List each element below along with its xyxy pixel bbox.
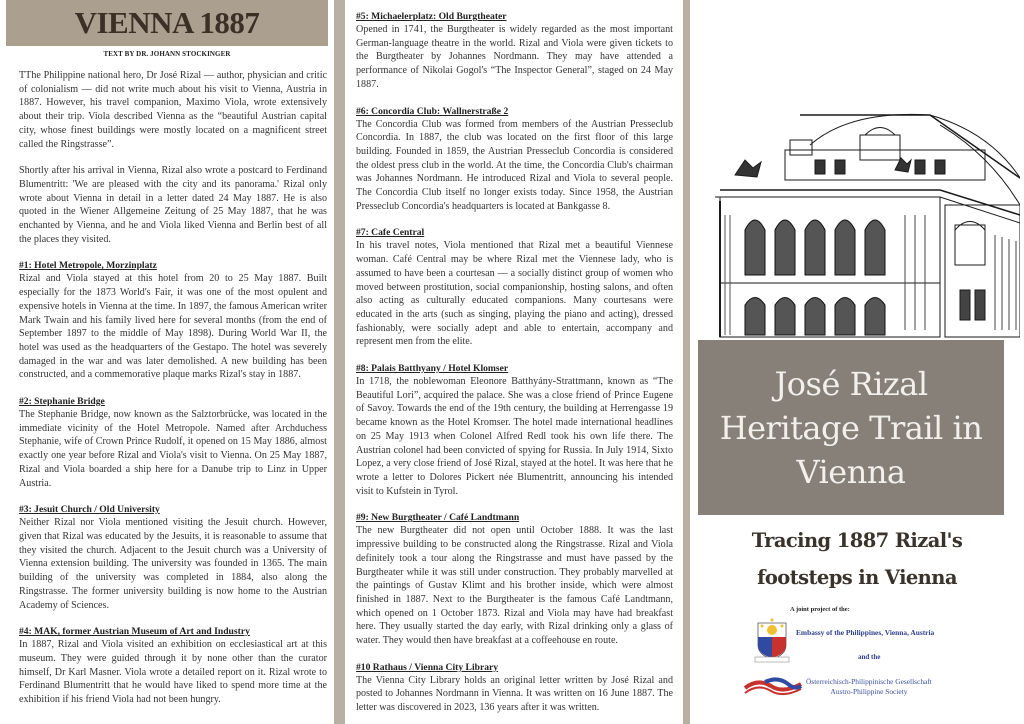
society-name-english: Austro-Philippine Society: [830, 687, 908, 696]
section-title: #3: Jesuit Church / Old University: [19, 504, 160, 516]
section-body: The Stephanie Bridge, now known as the Salztorbrücke, was located in the immediate vicinity of the Hotel Metropole. Named after Archduchess Stephanie, wife of Crown Prince Rudolf, it opened on 15 May 1886, almost exactly one year before Rizal and Viola's visit to Vienna. On 25 May 1887, Rizal and Viola boarded a ship here for a Danube trip to Linz in Upper Austria.: [19, 409, 327, 489]
section-body: In 1718, the noblewoman Eleonore Batthyány-Strattmann, known as “The Beautiful Lori”, acquired the palace. She was a close friend of Prince Eugene of Savoy. Towards the end of the 19th century, the building at Herrengasse 19 became known as the Hotel Kromser. The hotel made international headlines on 25 May 1913 when Colonel Alfred Redl took his own life there. The Austrian colonel had been convicted of spying for Russia. In July 1914, Sixto Lopez, a very close friend of José Rizal, stayed at the hotel. It was here that he wrote a letter to Dolores Pickert née Blumentritt, announcing his intended visit to Kufstein in Tyrol.: [356, 376, 673, 497]
joint-project-label: A joint project of the:: [790, 606, 850, 613]
middle-column: [345, 0, 683, 724]
section-body: In 1887, Rizal and Viola visited an exhibition on ecclesiastical art at this museum. They were guided through it by none other than the curator himself, Dr Karl Masner. Viola wrote a detailed report on it. Rizal wrote to Ferdinand Blumentritt that he would have liked to spend more time at the exhibition if his friend Viola had not been hungry.: [19, 639, 327, 706]
opera-house-illustration: [700, 105, 1020, 340]
section-body: The Vienna City Library holds an original letter written by José Rizal and posted to Johannes Nordmann in Vienna. It was written on 16 June 1887. The letter was discovered in 2023, 136 years after it was written.: [356, 674, 673, 714]
subtitle-line: footsteps in Vienna: [757, 566, 957, 589]
section-title: #8: Palais Batthyany / Hotel Klomser: [356, 363, 509, 375]
section-title: #4: MAK, former Austrian Museum of Art and Industry: [19, 626, 250, 638]
cover-subtitle: [690, 522, 1024, 596]
left-body: [19, 69, 327, 720]
intro-paragraph: Shortly after his arrival in Vienna, Rizal also wrote a postcard to Ferdinand Blumentritt: 'We are pleased with the city and its panorama.' Rizal only wrote about Vienna in detail in a letter dated 24 May 1887. He is also quoted in the Wiener Allgemeine Zeitung of 25 May 1887, that he was enchanted by Vienna, and he and Viola liked Vienna and Berlin best of all the places they visited.: [19, 165, 327, 245]
section-body: The Concordia Club was formed from members of the Austrian Presseclub Concordia. In 1887, the club was located on the first floor of this large building. Founded in 1859, the Austrian Presseclub Concordia is considered the oldest press club in the world. At the time, the Concordia Club's chairman was Johannes Nordmann. He introduced Rizal and Viola to several people. The Concordia Club itself no longer exists today. Since 1958, the Austrian Presseclub Concordia's headquarters is located at Bankgasse 8.: [356, 118, 673, 212]
section-cafe-central: [356, 226, 673, 349]
section-concordia-club: [356, 105, 673, 214]
section-palais-batthyany: [356, 362, 673, 498]
section-title: #9: New Burgtheater / Café Landtmann: [356, 512, 520, 524]
section-body: In his travel notes, Viola mentioned that Rizal met a beautiful Viennese woman. Café Central may be where Rizal met the Viennese lady, who is assumed to have been a courtesan — a socially distinct group of women who moved between prostitution, social companionship, hosting salons, and often also acting as culturally educated companions. Many courtesans were educated in the arts (such as singing, playing the piano and acting), dressed fashionably, were socially adept and able to entertain, accompany and represent men from the elite.: [356, 240, 673, 348]
cover-title-line: Vienna: [796, 452, 906, 491]
section-body: Opened in 1741, the Burgtheater is widely regarded as the most important German-language theatre in the world. Rizal and Viola were given tickets to the Burgtheater by Johannes Nordmann. They may have attended a performance of Nikolai Gogol's “The Inspector General”, staged on 24 May 1887.: [356, 24, 673, 90]
section-title: #7: Cafe Central: [356, 227, 425, 239]
philippine-coat-of-arms-icon: [752, 617, 792, 663]
society-name-german: Österreichisch-Philippinische Gesellschaft: [806, 677, 932, 686]
intro-paragraph: TThe Philippine national hero, Dr José Rizal — author, physician and critic of colonialism — did not write much about his visit to Vienna, Austria in 1887. However, his travel companion, Maximo Viola, wrote extensively about their trip. Viola described Vienna as the “beautiful Austrian capital city, whose finest buildings were mostly located on a magnificent street called the Ringstrasse”.: [19, 70, 327, 150]
section-old-burgtheater: [356, 10, 673, 92]
section-body: Neither Rizal nor Viola mentioned visiting the Jesuit church. However, given that Rizal was educated by the Jesuits, it is reasonable to assume that they visited the church. Adjacent to the Jesuit church was a University of Vienna extension building. The university was founded in 1365. The main building of the university was completed in 1884, also along the Ringstrasse. The former university building is now home to the Austrian Academy of Sciences.: [19, 517, 327, 611]
section-title: #1: Hotel Metropole, Morzinplatz: [19, 260, 157, 272]
header-banner: [6, 0, 328, 46]
section-new-burgtheater: [356, 511, 673, 647]
left-column: [0, 0, 334, 724]
and-the-label: and the: [858, 653, 881, 661]
cover-title-box: [698, 340, 1004, 515]
section-rathaus: [356, 661, 673, 715]
section-title: #6: Concordia Club: Wallnerstraße 2: [356, 105, 509, 117]
subtitle-line: Tracing 1887 Rizal's: [751, 529, 963, 552]
section-hotel-metropole: [19, 259, 327, 382]
section-mak: [19, 625, 327, 707]
section-title: #10 Rathaus / Vienna City Library: [356, 661, 499, 673]
cover-title-line: Heritage Trail in: [719, 408, 983, 447]
austro-philippine-society-logo-icon: [743, 676, 803, 698]
column-divider: [683, 0, 690, 724]
section-jesuit-church: [19, 503, 327, 612]
embassy-label: Embassy of the Philippines, Vienna, Austria: [796, 628, 935, 637]
section-body: Rizal and Viola stayed at this hotel from 20 to 25 May 1887. Built especially for the 1873 World's Fair, it was one of the most opulent and expensive hotels in Vienna at the time. In 1897, the famous American writer Mark Twain and his family lived here for several months (from the end of September 1897 to the middle of May 1898). During World War II, the hotel was used as the headquarters of the Gestapo. The hotel was severely damaged in the war and was later demolished. A new building has been constructed, and a commemorative plaque marks Rizal's stay in 1887.: [19, 273, 327, 381]
section-title: #2: Stephanie Bridge: [19, 396, 105, 408]
section-body: The new Burgtheater did not open until October 1888. It was the last impressive building to be constructed along the Ringstrasse. Rizal and Viola definitely took a tour along the Ringstrasse and must have passed by the Burgtheater while it was still under construction. They probably marvelled at the paintings of Gustav Klimt and his brother inside, which were almost finished in 1887. Next to the Burgtheater is the famous Café Landtmann, which opened on 1 October 1873. Rizal and Viola may have had breakfast here. They usually started the day early, with Rizal drinking only a glass of water. They would then have breakfast at a coffeehouse en route.: [356, 525, 673, 647]
section-stephanie-bridge: [19, 395, 327, 490]
cover-column: [690, 0, 1024, 724]
cover-title-line: José Rizal: [774, 364, 928, 403]
section-title: #5: Michaelerplatz: Old Burgtheater: [356, 11, 507, 22]
page-title: VIENNA 1887: [74, 5, 260, 40]
society-label: [806, 677, 932, 697]
column-divider: [334, 0, 345, 724]
byline: TEXT BY DR. JOHANN STOCKINGER: [103, 50, 231, 58]
